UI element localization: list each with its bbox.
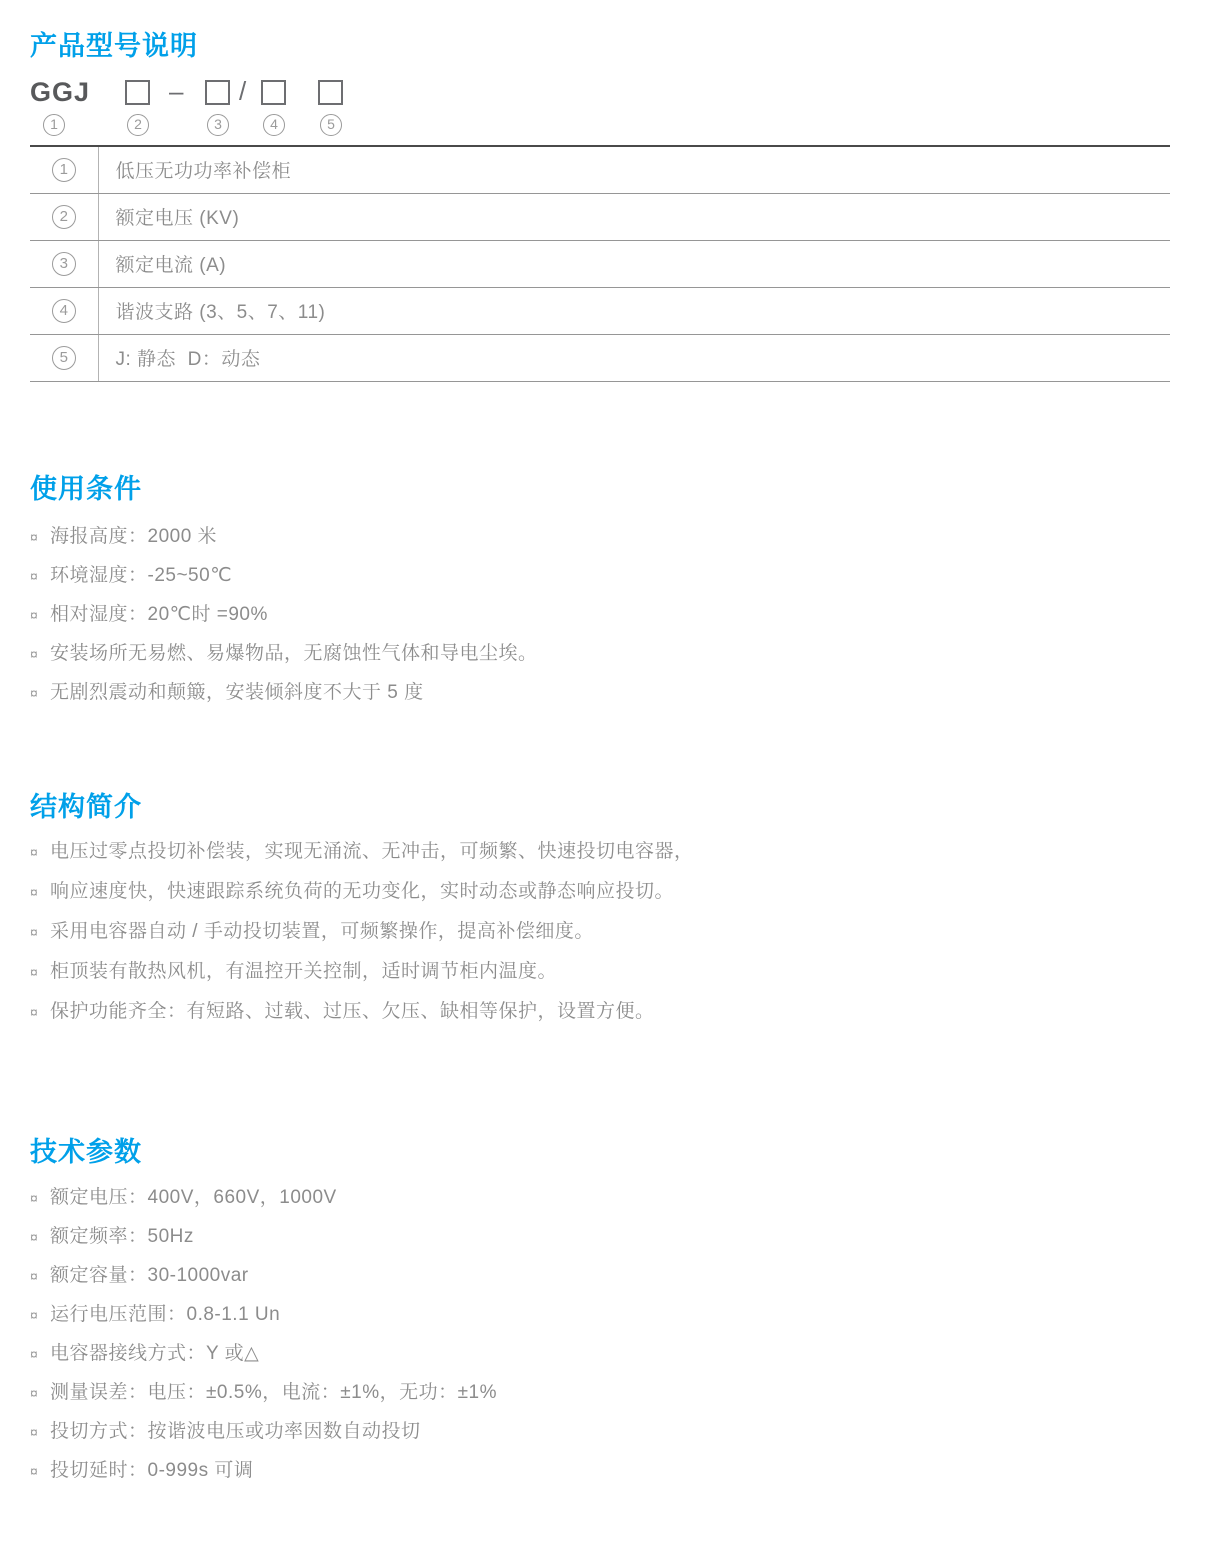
position-mark-circle: 4	[263, 114, 285, 136]
list-item	[30, 1421, 1185, 1443]
list-item	[30, 1343, 1185, 1365]
bullet-icon: ¤	[30, 567, 39, 584]
list-item-text: 电压过零点投切补偿装，实现无涌流、无冲击，可频繁、快速投切电容器，	[50, 840, 694, 862]
list-item-text: 柜顶装有散热风机，有温控开关控制，适时调节柜内温度。	[50, 960, 558, 982]
list-item-text: 投切方式：按谐波电压或功率因数自动投切	[50, 1420, 421, 1442]
list-item	[30, 1226, 1185, 1248]
bullet-icon: ¤	[30, 606, 39, 623]
list-item-text: 额定频率：50Hz	[50, 1225, 194, 1247]
section-title-model: 产品型号说明	[30, 31, 198, 61]
list-item	[30, 841, 1185, 863]
row-desc: J: 静态 D：动态	[98, 334, 1170, 381]
model-placeholder-box	[261, 80, 286, 105]
list-item-text: 测量误差：电压：±0.5%，电流：±1%，无功：±1%	[50, 1381, 498, 1403]
bullet-icon: ¤	[30, 1189, 39, 1206]
list-item-text: 安装场所无易燃、易爆物品，无腐蚀性气体和导电尘埃。	[50, 642, 538, 664]
row-desc: 额定电流 (A)	[98, 240, 1170, 287]
list-item	[30, 1382, 1185, 1404]
list-item	[30, 526, 1185, 548]
position-mark-circle: 1	[43, 114, 65, 136]
document-page	[0, 33, 1221, 1482]
slash-separator: /	[239, 76, 247, 106]
row-desc: 额定电压 (KV)	[98, 193, 1170, 240]
bullet-icon: ¤	[30, 1306, 39, 1323]
list-item	[30, 682, 1185, 704]
circled-number-icon: 5	[52, 346, 76, 370]
row-mark-cell	[30, 193, 98, 240]
position-mark-circle: 2	[127, 114, 149, 136]
model-placeholder-box	[205, 80, 230, 105]
list-item-text: 相对湿度：20℃时 =90%	[50, 603, 268, 625]
list-item-text: 额定容量：30-1000var	[50, 1264, 249, 1286]
position-mark-circle: 5	[320, 114, 342, 136]
model-code-diagram	[30, 78, 1185, 136]
model-placeholder-box	[318, 80, 343, 105]
model-prefix: GGJ	[30, 77, 91, 107]
list-item	[30, 643, 1185, 665]
list-item	[30, 1187, 1185, 1209]
table-row	[30, 240, 1170, 287]
row-mark-cell	[30, 334, 98, 381]
row-mark-cell	[30, 146, 98, 193]
section-title-usage: 使用条件	[30, 473, 142, 504]
usage-section	[30, 473, 1185, 704]
table-row	[30, 287, 1170, 334]
dash-separator: –	[169, 76, 184, 106]
list-item	[30, 921, 1185, 943]
circled-number-icon: 4	[52, 299, 76, 323]
list-item	[30, 604, 1185, 626]
position-mark-circle: 3	[207, 114, 229, 136]
list-item-text: 保护功能齐全：有短路、过载、过压、欠压、缺相等保护，设置方便。	[50, 1000, 655, 1022]
bullet-icon: ¤	[30, 1384, 39, 1401]
bullet-icon: ¤	[30, 843, 39, 860]
row-mark-cell	[30, 240, 98, 287]
section-title-tech: 技术参数	[30, 1136, 142, 1167]
list-item-text: 投切延时：0-999s 可调	[50, 1459, 254, 1481]
circled-number-icon: 3	[52, 252, 76, 276]
list-item	[30, 1460, 1185, 1482]
list-item	[30, 565, 1185, 587]
bullet-icon: ¤	[30, 1462, 39, 1479]
bullet-icon: ¤	[30, 1423, 39, 1440]
model-section	[30, 33, 1185, 382]
bullet-icon: ¤	[30, 1228, 39, 1245]
bullet-icon: ¤	[30, 963, 39, 980]
row-desc: 低压无功功率补偿柜	[98, 146, 1170, 193]
bullet-icon: ¤	[30, 528, 39, 545]
list-item-text: 采用电容器自动 / 手动投切装置，可频繁操作，提高补偿细度。	[50, 920, 594, 942]
list-item-text: 环境湿度：-25~50℃	[50, 564, 233, 586]
bullet-icon: ¤	[30, 1267, 39, 1284]
list-item	[30, 961, 1185, 983]
table-row	[30, 334, 1170, 381]
bullet-icon: ¤	[30, 1345, 39, 1362]
list-item	[30, 1265, 1185, 1287]
row-desc: 谐波支路 (3、5、7、11)	[98, 287, 1170, 334]
list-item-text: 海报高度：2000 米	[50, 525, 218, 547]
table-row	[30, 146, 1170, 193]
list-item	[30, 1001, 1185, 1023]
row-mark-cell	[30, 287, 98, 334]
model-legend-table	[30, 145, 1170, 382]
bullet-icon: ¤	[30, 923, 39, 940]
bullet-icon: ¤	[30, 883, 39, 900]
list-item-text: 运行电压范围：0.8-1.1 Un	[50, 1303, 281, 1325]
circled-number-icon: 2	[52, 205, 76, 229]
section-title-structure: 结构简介	[30, 791, 142, 822]
structure-section	[30, 791, 1185, 1023]
structure-list	[30, 841, 1185, 1023]
table-row	[30, 193, 1170, 240]
list-item	[30, 881, 1185, 903]
list-item-text: 额定电压：400V，660V，1000V	[50, 1186, 337, 1208]
list-item-text: 电容器接线方式：Y 或△	[50, 1342, 260, 1364]
bullet-icon: ¤	[30, 1003, 39, 1020]
bullet-icon: ¤	[30, 684, 39, 701]
model-placeholder-box	[125, 80, 150, 105]
bullet-icon: ¤	[30, 645, 39, 662]
list-item-text: 无剧烈震动和颠簸，安装倾斜度不大于 5 度	[50, 681, 424, 703]
list-item-text: 响应速度快，快速跟踪系统负荷的无功变化，实时动态或静态响应投切。	[50, 880, 675, 902]
list-item	[30, 1304, 1185, 1326]
usage-list	[30, 526, 1185, 704]
circled-number-icon: 1	[52, 158, 76, 182]
tech-section	[30, 1136, 1185, 1482]
tech-list	[30, 1187, 1185, 1482]
